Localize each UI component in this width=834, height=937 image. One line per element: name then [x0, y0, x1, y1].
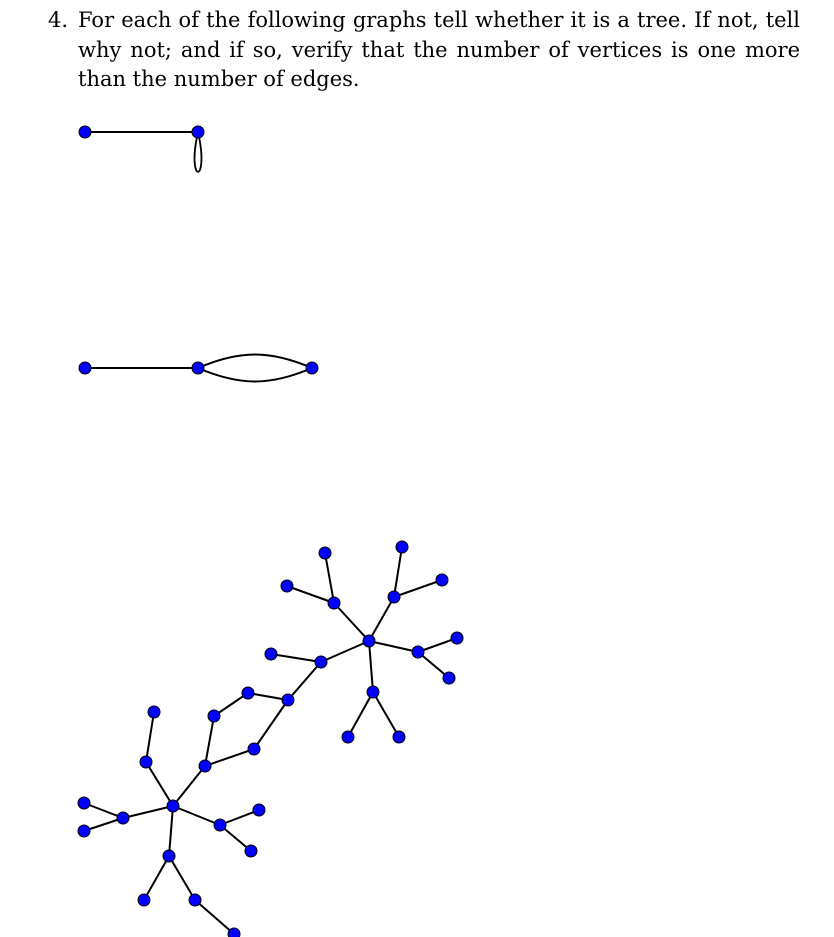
vertex	[192, 126, 204, 138]
edge	[334, 603, 369, 641]
large-graph-vertices	[78, 541, 463, 937]
edge	[369, 597, 394, 641]
vertex	[248, 743, 260, 755]
vertex	[148, 706, 160, 718]
edge	[205, 716, 214, 766]
edge	[394, 580, 442, 597]
vertex	[79, 362, 91, 374]
edge	[169, 856, 195, 900]
vertex	[328, 597, 340, 609]
vertex	[189, 894, 201, 906]
graph-with-loop	[79, 126, 204, 172]
edge	[369, 641, 418, 652]
vertex	[306, 362, 318, 374]
edge	[325, 553, 334, 603]
vertex	[192, 362, 204, 374]
vertex	[138, 894, 150, 906]
edge	[144, 856, 169, 900]
vertex	[253, 804, 265, 816]
edge	[348, 692, 373, 737]
vertex	[363, 635, 375, 647]
edge	[271, 654, 321, 662]
vertex	[242, 687, 254, 699]
arc-edge-upper	[198, 355, 312, 369]
graph-with-multi-edge	[79, 355, 318, 382]
vertex	[412, 646, 424, 658]
edge	[321, 641, 369, 662]
vertex	[79, 126, 91, 138]
vertex	[443, 672, 455, 684]
edge	[169, 806, 173, 856]
vertex	[167, 800, 179, 812]
edge	[205, 749, 254, 766]
vertex	[451, 632, 463, 644]
vertex	[265, 648, 277, 660]
edge	[123, 806, 173, 818]
vertex	[214, 819, 226, 831]
vertex	[388, 591, 400, 603]
edge	[173, 766, 205, 806]
vertex	[282, 694, 294, 706]
edge	[146, 762, 173, 806]
edge	[173, 806, 220, 825]
edge	[146, 712, 154, 762]
vertex	[315, 656, 327, 668]
problem-number: 4.	[48, 8, 69, 32]
vertex	[281, 580, 293, 592]
vertex	[342, 731, 354, 743]
vertex	[140, 756, 152, 768]
edge	[254, 700, 288, 749]
vertex	[393, 731, 405, 743]
vertex	[78, 797, 90, 809]
edge	[195, 900, 234, 934]
vertex	[199, 760, 211, 772]
vertex	[436, 574, 448, 586]
vertex	[319, 547, 331, 559]
edge	[287, 586, 334, 603]
vertex	[78, 825, 90, 837]
problem-text: For each of the following graphs tell whether it is a tree. If not, tell why not; and if so, verify that the number of vertices is one more than the number of edges.	[78, 8, 800, 91]
vertex	[228, 928, 240, 937]
edge	[288, 662, 321, 700]
vertex	[396, 541, 408, 553]
edge	[369, 641, 373, 692]
vertex	[367, 686, 379, 698]
arc-edge-lower	[198, 368, 312, 382]
vertex	[208, 710, 220, 722]
edge	[394, 547, 402, 597]
vertex	[117, 812, 129, 824]
vertex	[163, 850, 175, 862]
vertex	[245, 845, 257, 857]
edge	[373, 692, 399, 737]
